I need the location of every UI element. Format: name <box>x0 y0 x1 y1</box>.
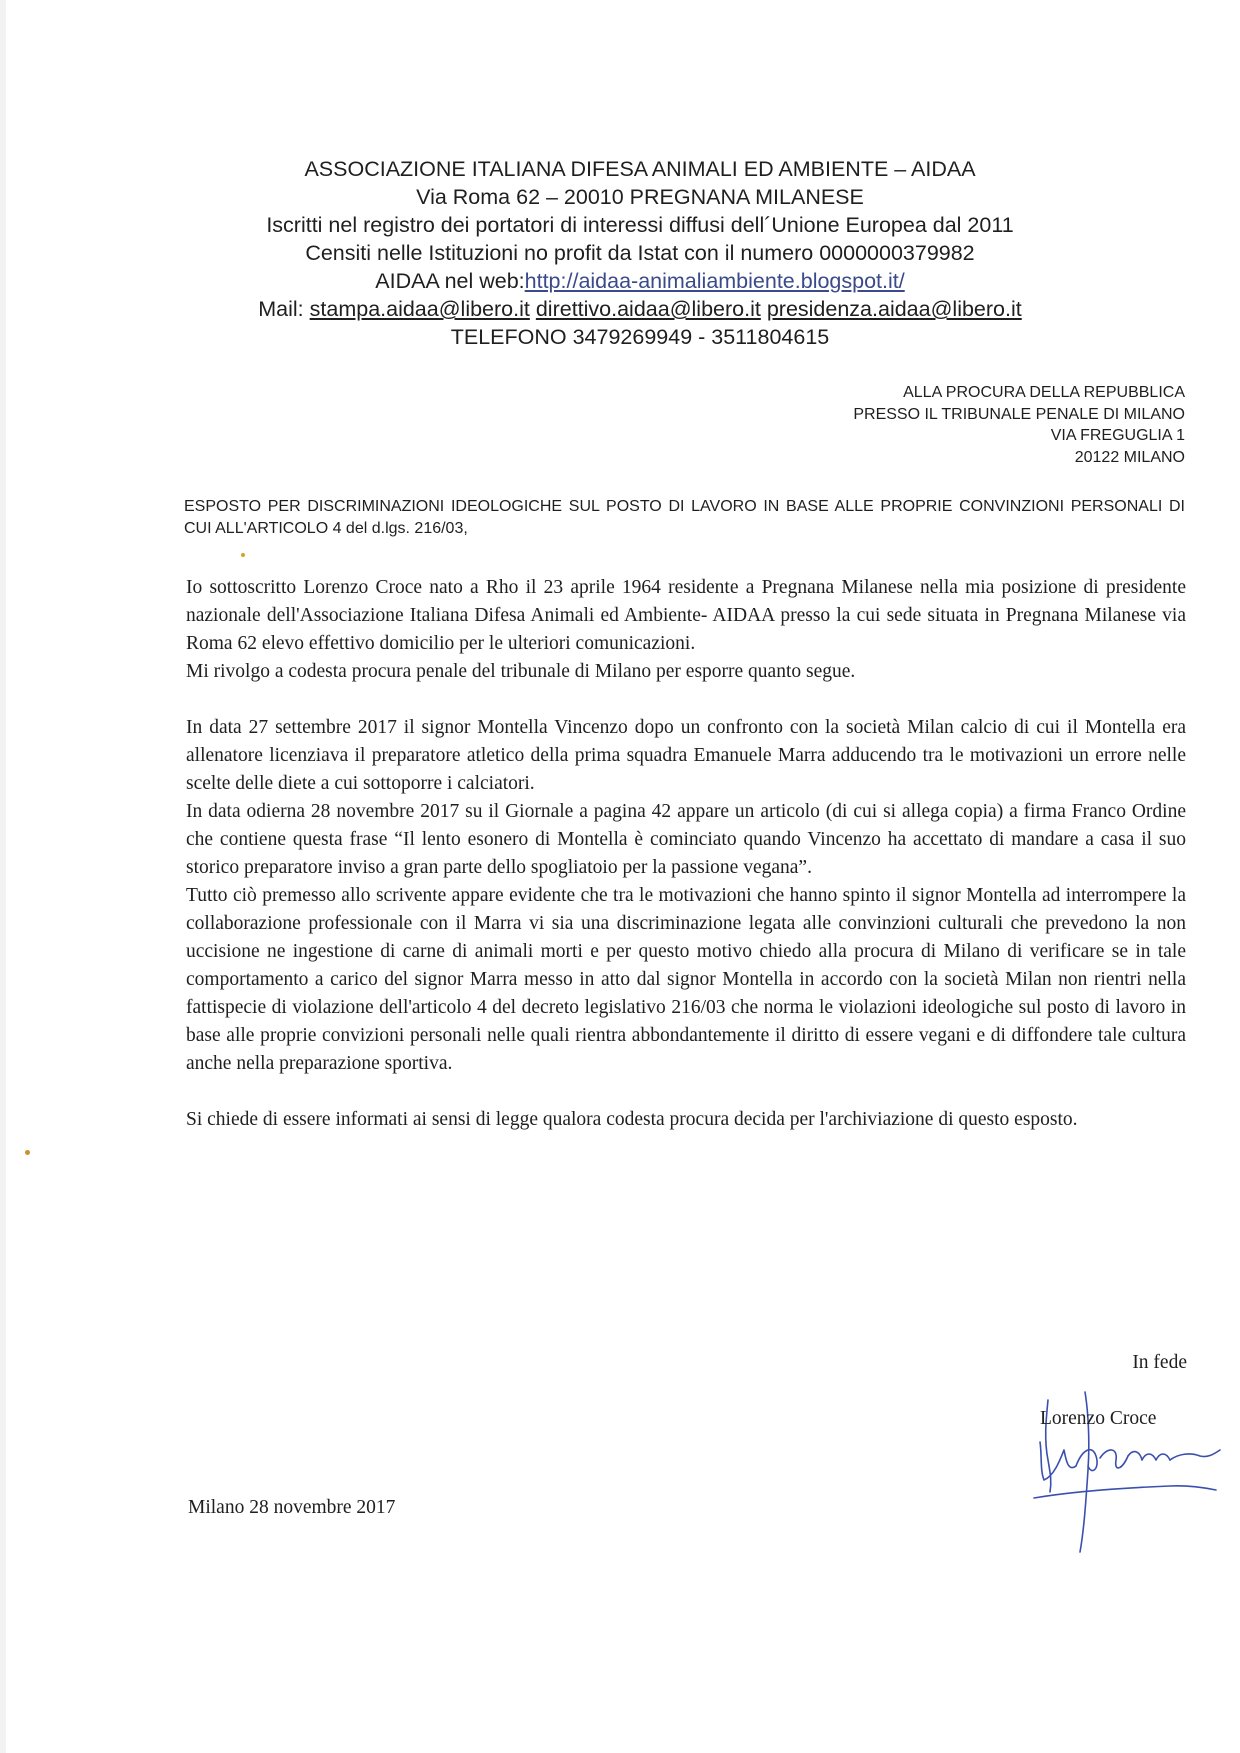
body-paragraph: In data 27 settembre 2017 il signor Montella Vincenzo dopo un confronto con la società Milan calcio di cui il Montella era allenatore licenziava il preparatore atletico della prima squadra Emanuele Marra adducendo tra le motivazioni un errore nelle scelte delle diete a cui sottoporre i calciatori. <box>186 717 1186 794</box>
org-address: Via Roma 62 – 20010 PREGNANA MILANESE <box>416 185 864 209</box>
email-link-direttivo[interactable]: direttivo.aidaa@libero.it <box>535 297 761 321</box>
paragraph-gap <box>186 1078 1186 1106</box>
istat-line: Censiti nelle Istituzioni no profit da Istat con il numero 0000000379982 <box>305 241 975 265</box>
recipient-line: ALLA PROCURA DELLA REPUBBLICA <box>903 384 1185 401</box>
body-paragraph: Si chiede di essere informati ai sensi di legge qualora codesta procura decida per l'archiviazione di questo esposto. <box>186 1109 1078 1130</box>
recipient-line: 20122 MILANO <box>1074 448 1185 466</box>
scan-speck <box>241 553 245 557</box>
place-date: Milano 28 novembre 2017 <box>188 1497 396 1518</box>
scan-edge <box>0 0 6 1753</box>
paragraph-gap <box>186 686 1186 714</box>
recipient-block <box>853 382 1185 468</box>
body-paragraph: Tutto ciò premesso allo scrivente appare evidente che tra le motivazioni che hanno spinto il signor Montella ad interrompere la collaborazione professionale con il Marra vi sia una discriminazione legata alle convinzioni culturali che prevedono la non uccisione ne ingestione di carne di animali morti e per questo motivo chiedo alla procura di Milano di verificare se in tale comportamento a carico del signor Marra messo in atto dal signor Montella in accordo con la società Milan non rientri nella fattispecie di violazione dell'articolo 4 del decreto legislativo 216/03 che norma le violazioni ideologiche sul posto di lavoro in base alle proprie convizioni personali nelle quali rientra abbondantemente il diritto di essere vegani e di diffondere tale cultura anche nella preparazione sportiva. <box>186 885 1186 1074</box>
subject-line: ESPOSTO PER DISCRIMINAZIONI IDEOLOGICHE SUL POSTO DI LAVORO IN BASE ALLE PROPRIE CONVINZIONI PERSONALI DI CUI ALL'ARTICOLO 4 del d.lgs. 216/03, <box>184 498 1185 537</box>
web-link[interactable]: http://aidaa-animaliambiente.blogspot.it/ <box>524 269 905 293</box>
closing-text: In fede <box>1132 1352 1187 1373</box>
body-paragraph: Io sottoscritto Lorenzo Croce nato a Rho il 23 aprile 1964 residente a Pregnana Milanese nella mia posizione di presidente nazionale dell'Associazione Italiana Difesa Animali ed Ambiente- AIDAA presso la cui sede situata in Pregnana Milanese via Roma 62 elevo effettivo domicilio per le ulteriori comunicazioni. <box>186 577 1186 654</box>
phone-line: TELEFONO 3479269949 - 3511804615 <box>450 325 830 349</box>
email-link-stampa[interactable]: stampa.aidaa@libero.it <box>309 297 530 321</box>
registry-line: Iscritti nel registro dei portatori di interessi diffusi dell´Unione Europea dal 2011 <box>266 213 1014 237</box>
signer-name: Lorenzo Croce <box>1040 1408 1157 1429</box>
email-link-presidenza[interactable]: presidenza.aidaa@libero.it <box>766 297 1022 321</box>
mail-line <box>180 295 1100 323</box>
scan-speck <box>25 1150 30 1155</box>
body-paragraph: Mi rivolgo a codesta procura penale del tribunale di Milano per esporre quanto segue. <box>186 661 856 682</box>
recipient-line: VIA FREGUGLIA 1 <box>1050 427 1185 444</box>
org-name: ASSOCIAZIONE ITALIANA DIFESA ANIMALI ED AMBIENTE – AIDAA <box>304 157 976 181</box>
letterhead <box>180 155 1100 351</box>
web-line <box>180 267 1100 295</box>
letter-body <box>186 574 1186 1134</box>
web-label: AIDAA nel web: <box>375 269 525 293</box>
body-paragraph: In data odierna 28 novembre 2017 su il Giornale a pagina 42 appare un articolo (di cui si allega copia) a firma Franco Ordine che contiene questa frase “Il lento esonero di Montella è cominciato quando Vincenzo ha accettato di mandare a casa il suo storico preparatore inviso a gran parte dello spogliatoio per la passione vegana”. <box>186 801 1186 878</box>
mail-label: Mail: <box>258 297 310 321</box>
recipient-line: PRESSO IL TRIBUNALE PENALE DI MILANO <box>853 405 1185 423</box>
